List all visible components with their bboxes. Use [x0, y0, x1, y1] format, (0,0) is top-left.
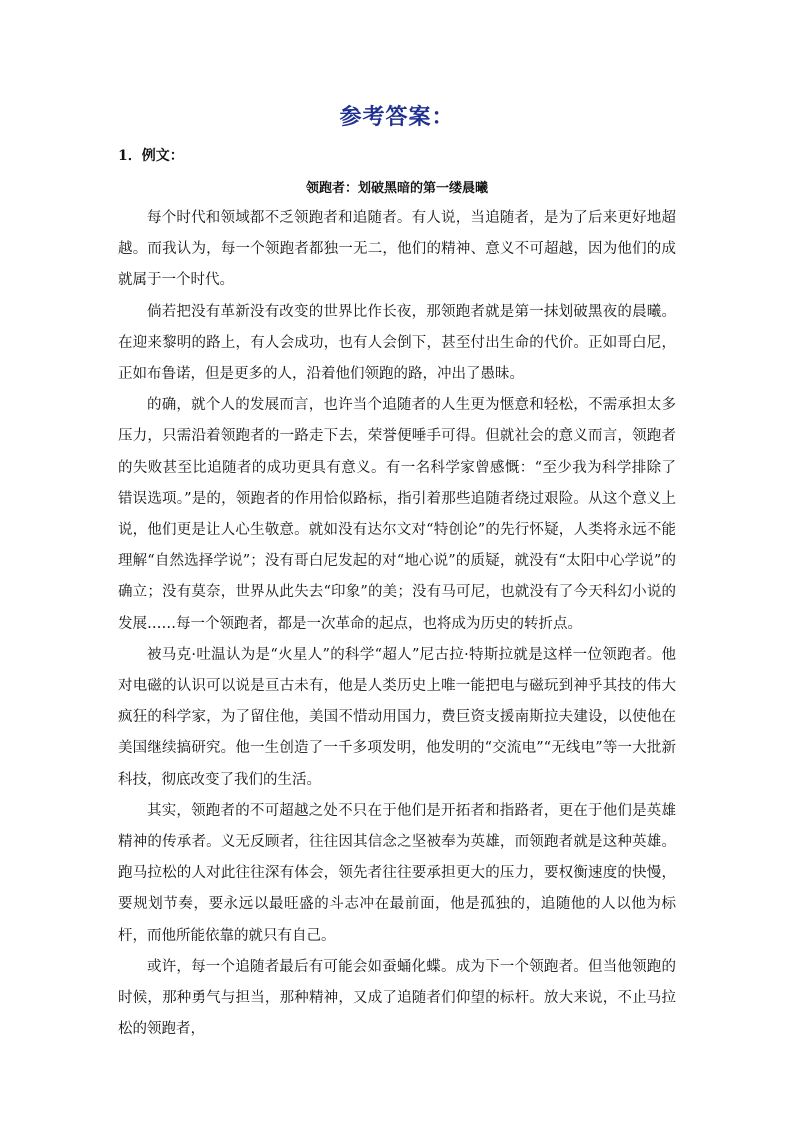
paragraph: 被马克·吐温认为是“火星人”的科学“超人”尼古拉·特斯拉就是这样一位领跑者。他对电磁的认识可以说是亘古未有，他是人类历史上唯一能把电与磁玩到神乎其技的伟大疯狂的科学家，为了留住他，美国不惜动用国力，费巨资支援南斯拉夫建设，以使他在美国继续搞研究。他一生创造了一千多项发明，他发明的“交流电”“无线电”等一大批新科技，彻底改变了我们的生活。 — [118, 646, 676, 788]
page-title: 参考答案： — [339, 105, 455, 130]
paragraph: 倘若把没有革新没有改变的世界比作长夜，那领跑者就是第一抹划破黑夜的晨曦。在迎来黎明的路上，有人会成功，也有人会倒下，甚至付出生命的代价。正如哥白尼，正如布鲁诺，但是更多的人，沿着他们领跑的路，冲出了愚昧。 — [118, 303, 676, 383]
paragraph: 的确，就个人的发展而言，也许当个追随者的人生更为惬意和轻松，不需承担太多压力，只需沿着领跑者的一路走下去，荣誉便唾手可得。但就社会的意义而言，领跑者的失败甚至比追随者的成功更具有意义。有一名科学家曾感慨：“至少我为科学排除了错误选项。”是的，领跑者的作用恰似路标，指引着那些追随者绕过艰险。从这个意义上说，他们更是让人心生敬意。就如没有达尔文对“特创论”的先行怀疑，人类将永远不能理解“自然选择学说”；没有哥白尼发起的对“地心说”的质疑，就没有“太阳中心学说”的确立；没有莫奈，世界从此失去“印象”的美；没有马可尼，也就没有了今天科幻小说的发展……每一个领跑者，都是一次革命的起点，也将成为历史的转折点。 — [118, 397, 676, 632]
question-label: 1．例文： — [118, 148, 184, 164]
essay-title: 领跑者：划破黑暗的第一缕晨曦 — [305, 181, 488, 196]
paragraph: 其实，领跑者的不可超越之处不只在于他们是开拓者和指路者，更在于他们是英雄精神的传承者。义无反顾者，往往因其信念之坚被奉为英雄，而领跑者就是这种英雄。跑马拉松的人对此往往深有体会，领先者往往要承担更大的压力，要权衡速度的快慢，要规划节奏，要永远以最旺盛的斗志冲在最前面，他是孤独的，追随他的人以他为标杆，而他所能依靠的就只有自己。 — [118, 802, 676, 944]
essay-body — [118, 203, 676, 1045]
paragraph: 每个时代和领域都不乏领跑者和追随者。有人说，当追随者，是为了后来更好地超越。而我认为，每一个领跑者都独一无二，他们的精神、意义不可超越，因为他们的成就属于一个时代。 — [118, 210, 676, 289]
paragraph: 或许，每一个追随者最后有可能会如蚕蛹化蝶。成为下一个领跑者。但当他领跑的时候，那种勇气与担当，那种精神，又成了追随者们仰望的标杆。放大来说，不止马拉松的领跑者， — [118, 958, 676, 1038]
